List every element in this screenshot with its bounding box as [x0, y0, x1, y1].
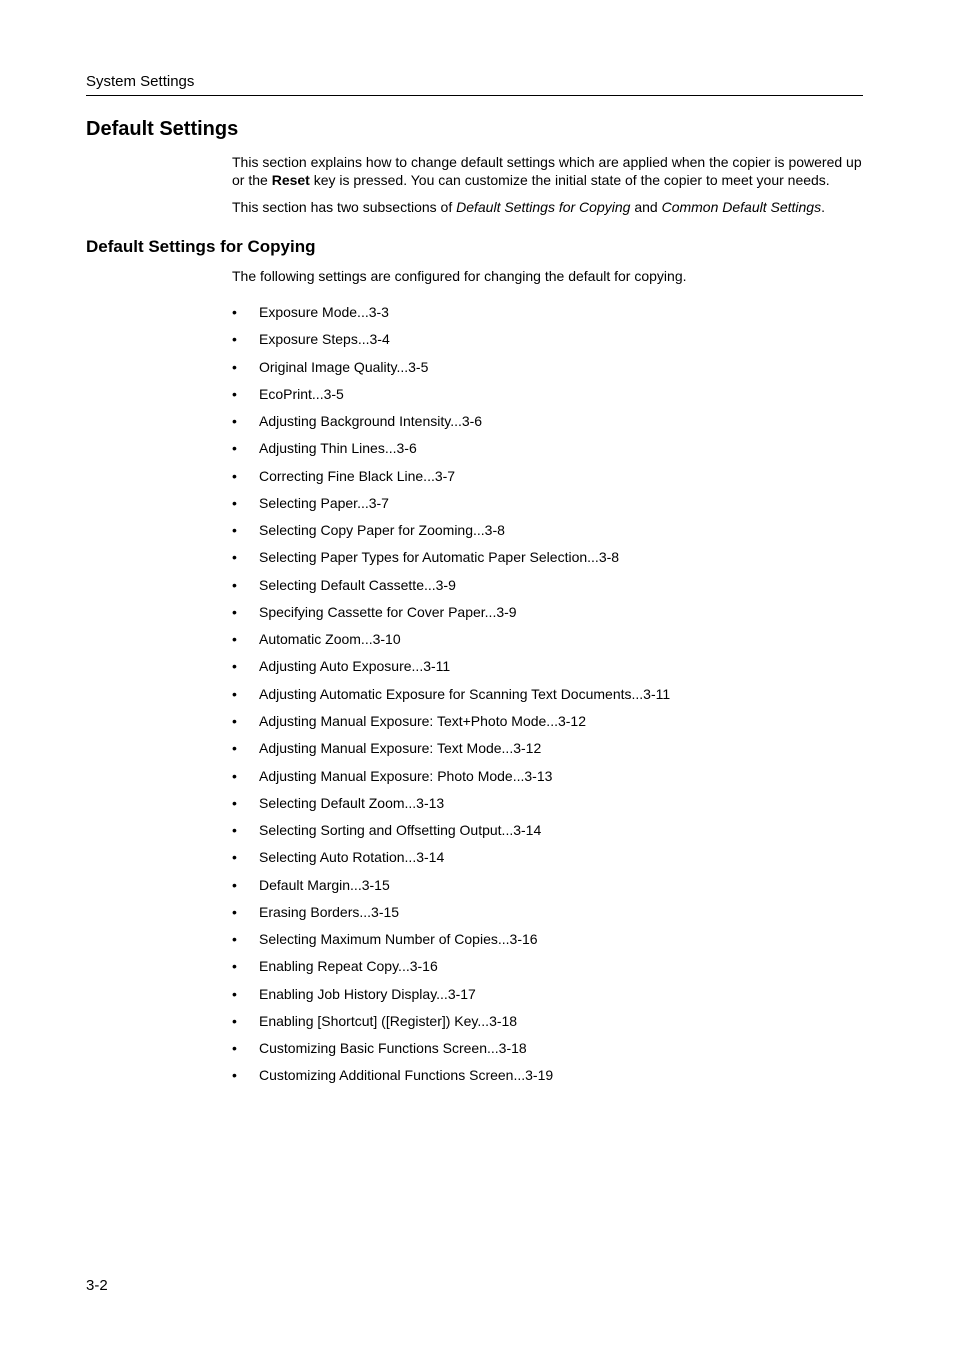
list-item-text: Adjusting Manual Exposure: Text Mode...3-12: [259, 740, 542, 757]
intro-text: This section explains how to change default settings which are applied when the copier is powered up or the: [232, 154, 862, 188]
subsection-title: Default Settings for Copying: [86, 237, 316, 256]
bullet-icon: •: [232, 876, 237, 893]
list-item-text: Selecting Maximum Number of Copies...3-16: [259, 931, 538, 948]
subsection-lead: The following settings are configured for changing the default for copying.: [232, 268, 687, 284]
subsection-reference: Default Settings for Copying: [456, 199, 631, 215]
list-item-text: Adjusting Auto Exposure...3-11: [259, 658, 451, 675]
intro-text: .: [821, 199, 825, 215]
list-item-text: Selecting Default Zoom...3-13: [259, 794, 445, 811]
page-number: 3-2: [86, 1277, 108, 1294]
bullet-icon: •: [232, 631, 237, 648]
section-intro: [232, 153, 872, 216]
intro-text: and: [630, 199, 662, 215]
reset-key-label: Reset: [271, 172, 310, 188]
list-item-text: Correcting Fine Black Line...3-7: [259, 467, 456, 484]
list-item-text: Selecting Copy Paper for Zooming...3-8: [259, 522, 505, 539]
running-header: System Settings: [86, 73, 195, 90]
bullet-icon: •: [232, 1067, 237, 1084]
list-item-text: Selecting Default Cassette...3-9: [259, 576, 456, 593]
list-item-text: Enabling [Shortcut] ([Register]) Key...3-18: [259, 1012, 518, 1029]
bullet-icon: •: [232, 685, 237, 702]
bullet-icon: •: [232, 413, 237, 430]
bullet-icon: •: [232, 658, 237, 675]
header-rule: [86, 95, 863, 96]
list-item-text: Adjusting Automatic Exposure for Scanning Text Documents...3-11: [259, 685, 671, 702]
intro-text: This section has two subsections of: [232, 199, 457, 215]
bullet-icon: •: [232, 304, 237, 320]
bullet-icon: •: [232, 903, 237, 920]
bullet-icon: •: [232, 767, 237, 784]
list-item-text: Specifying Cassette for Cover Paper...3-9: [259, 603, 517, 620]
list-item-text: Adjusting Manual Exposure: Photo Mode...3-13: [259, 767, 553, 784]
list-item-text: Selecting Paper...3-7: [259, 494, 389, 511]
bullet-icon: •: [232, 958, 237, 975]
list-item-text: Exposure Steps...3-4: [259, 331, 390, 348]
bullet-icon: •: [232, 494, 237, 511]
bullet-icon: •: [232, 385, 237, 402]
list-item-text: Customizing Additional Functions Screen...3-19: [259, 1067, 554, 1084]
section-title: Default Settings: [86, 118, 239, 140]
bullet-icon: •: [232, 522, 237, 539]
list-item-text: Enabling Repeat Copy...3-16: [259, 958, 438, 975]
bullet-icon: •: [232, 931, 237, 948]
list-item-text: Adjusting Manual Exposure: Text+Photo Mode...3-12: [259, 712, 586, 729]
bullet-icon: •: [232, 849, 237, 866]
bullet-icon: •: [232, 985, 237, 1002]
bullet-icon: •: [232, 712, 237, 729]
intro-paragraph-2: [232, 198, 872, 216]
bullet-icon: •: [232, 331, 237, 348]
bullet-icon: •: [232, 822, 237, 839]
list-item-text: Exposure Mode...3-3: [259, 304, 389, 320]
bullet-icon: •: [232, 1012, 237, 1029]
list-item-text: Adjusting Background Intensity...3-6: [259, 413, 483, 430]
list-item-text: Selecting Paper Types for Automatic Paper Selection...3-8: [259, 549, 620, 566]
bullet-icon: •: [232, 794, 237, 811]
intro-text: key is pressed. You can customize the initial state of the copier to meet your needs.: [309, 172, 830, 188]
list-item-text: Enabling Job History Display...3-17: [259, 985, 476, 1002]
subsection-reference: Common Default Settings: [661, 199, 822, 215]
bullet-icon: •: [232, 549, 237, 566]
list-item-text: Customizing Basic Functions Screen...3-18: [259, 1040, 527, 1057]
bullet-icon: •: [232, 603, 237, 620]
list-item-text: Adjusting Thin Lines...3-6: [259, 440, 417, 457]
bullet-icon: •: [232, 467, 237, 484]
list-item-text: Default Margin...3-15: [259, 876, 390, 893]
list-item-text: Automatic Zoom...3-10: [259, 631, 401, 648]
bullet-icon: •: [232, 1040, 237, 1057]
list-item-text: Erasing Borders...3-15: [259, 903, 400, 920]
list-item-text: Selecting Auto Rotation...3-14: [259, 849, 445, 866]
bullet-icon: •: [232, 740, 237, 757]
list-item-text: Selecting Sorting and Offsetting Output...3-14: [259, 822, 542, 839]
intro-paragraph-1: [232, 153, 872, 189]
list-item-text: Original Image Quality...3-5: [259, 358, 429, 375]
bullet-icon: •: [232, 440, 237, 457]
bullet-icon: •: [232, 576, 237, 593]
list-item-text: EcoPrint...3-5: [259, 385, 344, 402]
bullet-icon: •: [232, 358, 237, 375]
